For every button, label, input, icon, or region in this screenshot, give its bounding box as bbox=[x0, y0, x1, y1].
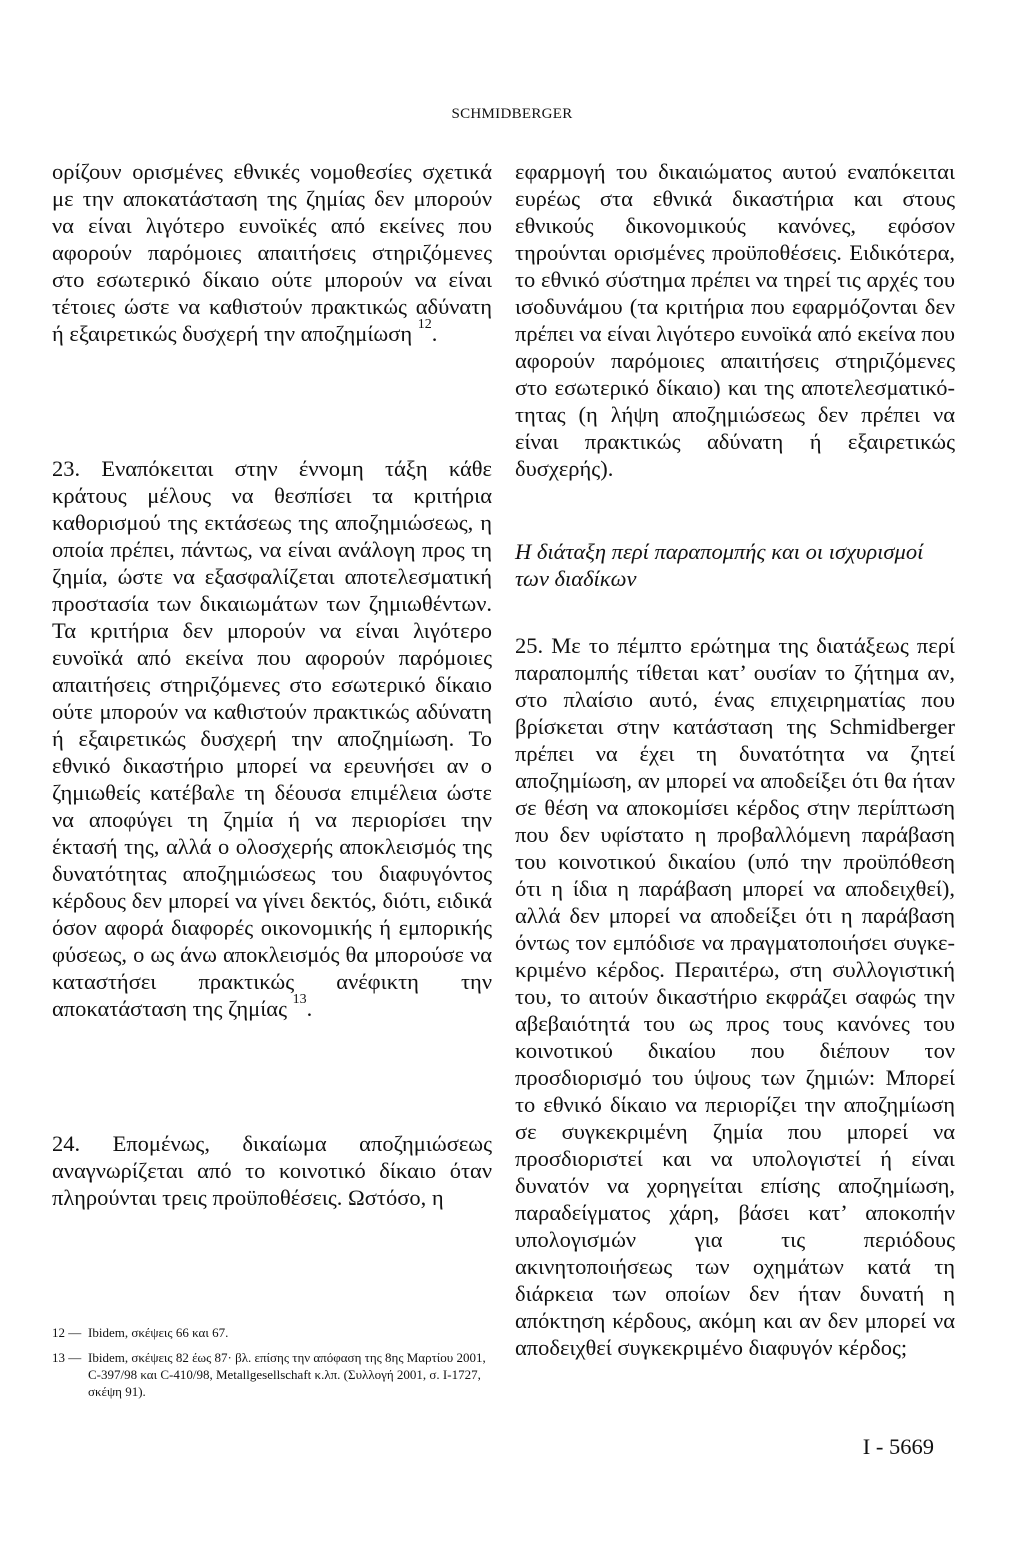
footnote-text: Ibidem, σκέψεις 66 και 67. bbox=[88, 1325, 229, 1340]
right-column bbox=[515, 158, 955, 1361]
paragraph-text: ορίζουν ορισμένες εθνικές νομοθεσίες σχετικά με την αποκατάσταση της ζημίας δεν μπορούν να είναι λιγότερο ευνοϊκές από εκείνες που αφορούν παρόμοιες απαιτήσεις στηριζόμενες στο εσωτερικό δίκαιο ούτε μπορούν να είναι τέτοιες ώστε να καθιστούν πρακτικώς αδύνατη ή εξαιρετικώς δυσχερή την αποζημίωση bbox=[52, 159, 492, 346]
paragraph-25: 25. Με το πέμπτο ερώτημα της διατάξεως περί παραπομπής τίθεται κατ’ ουσίαν το ζήτημα αν, στο πλαίσιο αυτό, ένας επιχειρηματίας που βρίσκεται στην κατάσταση της Schmidberger πρέπει να έχει τη δυνατότητα να ζητεί αποζημίωση, αν μπορεί να αποδείξει ότι θα ήταν σε θέση να αποκομίσει κέρδος στην περίπτωση που δεν υφίστατο η προβαλλόμενη παράβαση του κοινοτικού δικαίου (υπό την προϋπόθεση ότι η ίδια η παράβαση μπορεί να αποδειχθεί), αλλά δεν μπορεί να αποδείξει ότι η παράβαση όντως τον εμπόδισε να πραγματοποιήσει συγκεκριμένο κέρδος. Περαιτέρω, στη συλλογιστική του, το αιτούν δικαστήριο εκφράζει σαφώς την αβεβαιότητά του ως προς τους κανόνες του κοινοτικού δικαίου που διέπουν τον προσδιορισμό του ύψους των ζημιών: Μπορεί το εθνικό δίκαιο να περιορίζει την αποζημίωση σε συγκεκριμένη ζημία που μπορεί να προσδιοριστεί και να υπολογιστεί ή είναι δυνατόν να χορηγείται επίσης αποζημίωση, παραδείγματος χάρη, βάσει κατ’ αποκοπήν υπολογισμών για τις περιόδους ακινητοποιήσεως των οχημάτων κατά τη διάρκεια των οποίων δεν ήταν δυνατή η απόκτηση κέρδους, ακόμη και αν δεν μπορεί να αποδειχθεί συγκεκριμένο διαφυγόν κέρδος; bbox=[515, 633, 955, 1360]
paragraph-text: 23. Εναπόκειται στην έννομη τάξη κάθε κράτους μέλους να θεσπίσει τα κριτήρια καθορισμού της εκτάσεως της αποζημιώσεως, η οποία πρέπει, πάντως, να είναι ανάλογη προς τη ζημία, ώστε να εξασφαλίζεται αποτελεσματική προστασία των δικαιωμάτων των ζημιωθέντων. Τα κριτήρια δεν μπορούν να είναι λιγότερο ευνοϊκά από εκείνα που αφορούν παρόμοιες απαιτήσεις στηριζόμενες στο εσωτερικό δίκαιο ούτε μπορούν να καθιστούν πρακτικώς αδύνατη ή εξαιρετικώς δυσχερή την αποζημίωση. Το εθνικό δικαστήριο μπορεί να ερευνήσει αν ο ζημιωθείς κατέβαλε τη δέουσα επιμέλεια ώστε να αποφύγει τη ζημία ή να περιορίσει την έκτασή της, αλλά ο ολοσχερής αποκλεισμός της δυνατότητας αποζημιώσεως του διαφυγόντος κέρδους δεν μπορεί να γίνει δεκτός, διότι, ειδικά όσον αφορά διαφορές οικονομικής ή εμπορικής φύσεως, ο ως άνω αποκλεισμός θα μπορούσε να καταστήσει πρακτικώς ανέφικτη την αποκατάσταση της ζημίας bbox=[52, 456, 492, 1021]
footnote-text: Ibidem, σκέψεις 82 έως 87· βλ. επίσης την απόφαση της 8ης Μαρτίου 2001, C-397/98 και C-410/98, Metallgesellschaft κ.λπ. (Συλλογή 2001, σ. I-1727, σκέψη 91). bbox=[88, 1350, 486, 1399]
footnote-13 bbox=[52, 1349, 492, 1400]
footnote-number: 12 — bbox=[52, 1325, 82, 1340]
paragraph-23: 23. Εναπόκειται στην έννομη τάξη κάθε κράτους μέλους να θεσπίσει τα κριτήρια καθορισμού της εκτάσεως της αποζημιώσεως, η οποία πρέπει, πάντως, να είναι ανάλογη προς τη ζημία, ώστε να εξασφαλίζεται αποτελεσματική προστασία των δικαιωμάτων των ζημιωθέντων. Τα κριτήρια δεν μπορούν να είναι λιγότερο ευνοϊκά από εκείνα που αφορούν παρόμοιες απαιτήσεις στηριζόμενες στο εσωτερικό δίκαιο ούτε μπορούν να καθιστούν πρακτικώς αδύνατη ή εξαιρετικώς δυσχερή την αποζημίωση. Το εθνικό δικαστήριο μπορεί να ερευνήσει αν ο ζημιωθείς κατέβαλε τη δέουσα επιμέλεια ώστε να αποφύγει τη ζημία ή να περιορίσει την έκτασή της, αλλά ο ολοσχερής αποκλεισμός της δυνατότητας αποζημιώσεως του διαφυγόντος κέρδους δεν μπορεί να γίνει δεκτός, διότι, ειδικά όσον αφορά διαφορές οικονομικής ή εμπορικής φύσεως, ο ως άνω αποκλεισμός θα μπορούσε να καταστήσει πρακτικώς ανέφικτη την αποκατάσταση της ζημίας $^{13}$. bbox=[52, 456, 492, 1021]
footnote-ref-12[interactable]: 12 bbox=[417, 317, 432, 332]
paragraph-continuation: εφαρμογή του δικαιώματος αυτού εναπόκειται ευρέως στα εθνικά δικαστήρια και στους εθνικούς δικονομικούς κανόνες, εφόσον τηρούνται ορισμένες προϋποθέσεις. Ειδικότερα, το εθνικό σύστημα πρέπει να τηρεί τις αρχές του ισοδυνάμου (τα κριτήρια που εφαρμόζονται δεν πρέπει να είναι λιγότερο ευνοϊκά από εκείνα που αφορούν παρόμοιες απαιτήσεις στηριζόμενες στο εσωτερικό δίκαιο) και της αποτελεσματικότητας (η λήψη αποζημιώσεως δεν πρέπει να είναι πρακτικώς αδύνατη ή εξαιρετικώς δυσχερής). bbox=[515, 159, 955, 481]
paragraph-24: 24. Επομένως, δικαίωμα αποζημιώσεως αναγνωρίζεται από το κοινοτικό δίκαιο όταν πληρούνται τρεις προϋποθέσεις. Ωστόσο, η bbox=[52, 1131, 492, 1210]
page-number: I - 5669 bbox=[862, 1434, 934, 1459]
paragraph-continuation: ορίζουν ορισμένες εθνικές νομοθεσίες σχετικά με την αποκατάσταση της ζημίας δεν μπορούν να είναι λιγότερο ευνοϊκές από εκείνες που αφορούν παρόμοιες απαιτήσεις στηριζόμενες στο εσωτερικό δίκαιο ούτε μπορούν να είναι τέτοιες ώστε να καθιστούν πρακτικώς αδύνατη ή εξαιρετικώς δυσχερή την αποζημίωση $^{12}$. bbox=[52, 159, 492, 346]
footnote-number: 13 — bbox=[52, 1350, 82, 1365]
footnote-12 bbox=[52, 1324, 492, 1341]
footnotes bbox=[52, 1324, 492, 1408]
running-header: SCHMIDBERGER bbox=[451, 106, 573, 122]
left-column bbox=[52, 158, 492, 1211]
section-heading: Η διάταξη περί παραπομπής και οι ισχυρισμοί των διαδίκων bbox=[515, 539, 924, 591]
footnote-ref-13[interactable]: 13 bbox=[292, 992, 307, 1007]
